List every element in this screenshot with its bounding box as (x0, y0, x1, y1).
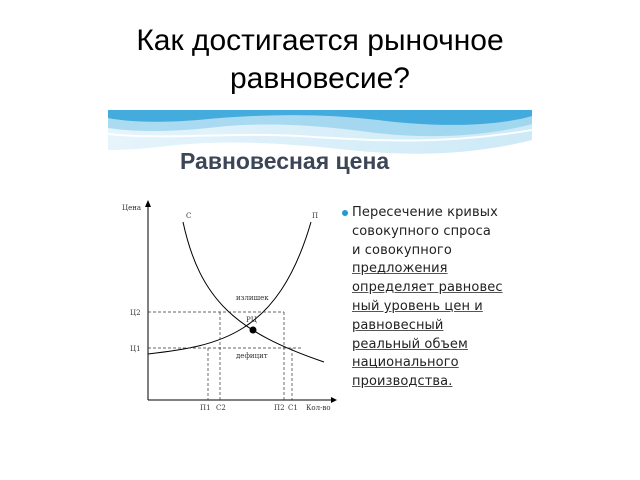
surplus-label: излишек (236, 294, 269, 302)
deficit-label: дефицит (236, 352, 268, 360)
bullet-line: предложения (352, 261, 448, 277)
x-axis-arrow (331, 397, 337, 403)
equilibrium-label: РЦ (246, 316, 257, 324)
supply-curve-label: П (312, 212, 319, 220)
equilibrium-diagram (108, 110, 338, 428)
panel-heading: Равновесная цена (180, 148, 390, 174)
qty-label-c2: С2 (216, 404, 226, 412)
supply-curve (148, 222, 311, 354)
bullet-paragraph (352, 204, 527, 392)
bullet-line: совокупного спроса (352, 223, 491, 239)
equilibrium-point (250, 327, 257, 334)
qty-label-c1: С1 (288, 404, 298, 412)
qty-label-p2: П2 (274, 404, 285, 412)
bullet-line: производства. (352, 374, 453, 390)
y-axis-label: Цена (122, 204, 142, 212)
bullet-line: определяет равновес (352, 280, 503, 296)
slide-title (0, 22, 640, 98)
demand-curve-label: С (186, 212, 192, 220)
bullet-line: Пересечение кривых (352, 205, 498, 220)
demand-curve (183, 222, 324, 362)
qty-label-p1: П1 (200, 404, 211, 412)
title-line-1: Как достигается рыночное (136, 24, 504, 57)
bullet-line: национального (352, 355, 459, 371)
price-label-upper: Ц2 (130, 309, 141, 317)
bullet-line: равновесный (352, 317, 444, 333)
bullet-line: и совокупного (352, 242, 452, 258)
bullet-icon (342, 210, 348, 216)
title-line-2: равновесие? (230, 62, 410, 95)
x-axis-label: Кол-во (306, 404, 331, 412)
content-panel (108, 110, 532, 428)
price-label-lower: Ц1 (130, 345, 141, 353)
y-axis-arrow (145, 200, 151, 207)
bullet-line: реальный объем (352, 336, 468, 352)
bullet-line: ный уровень цен и (352, 298, 483, 314)
